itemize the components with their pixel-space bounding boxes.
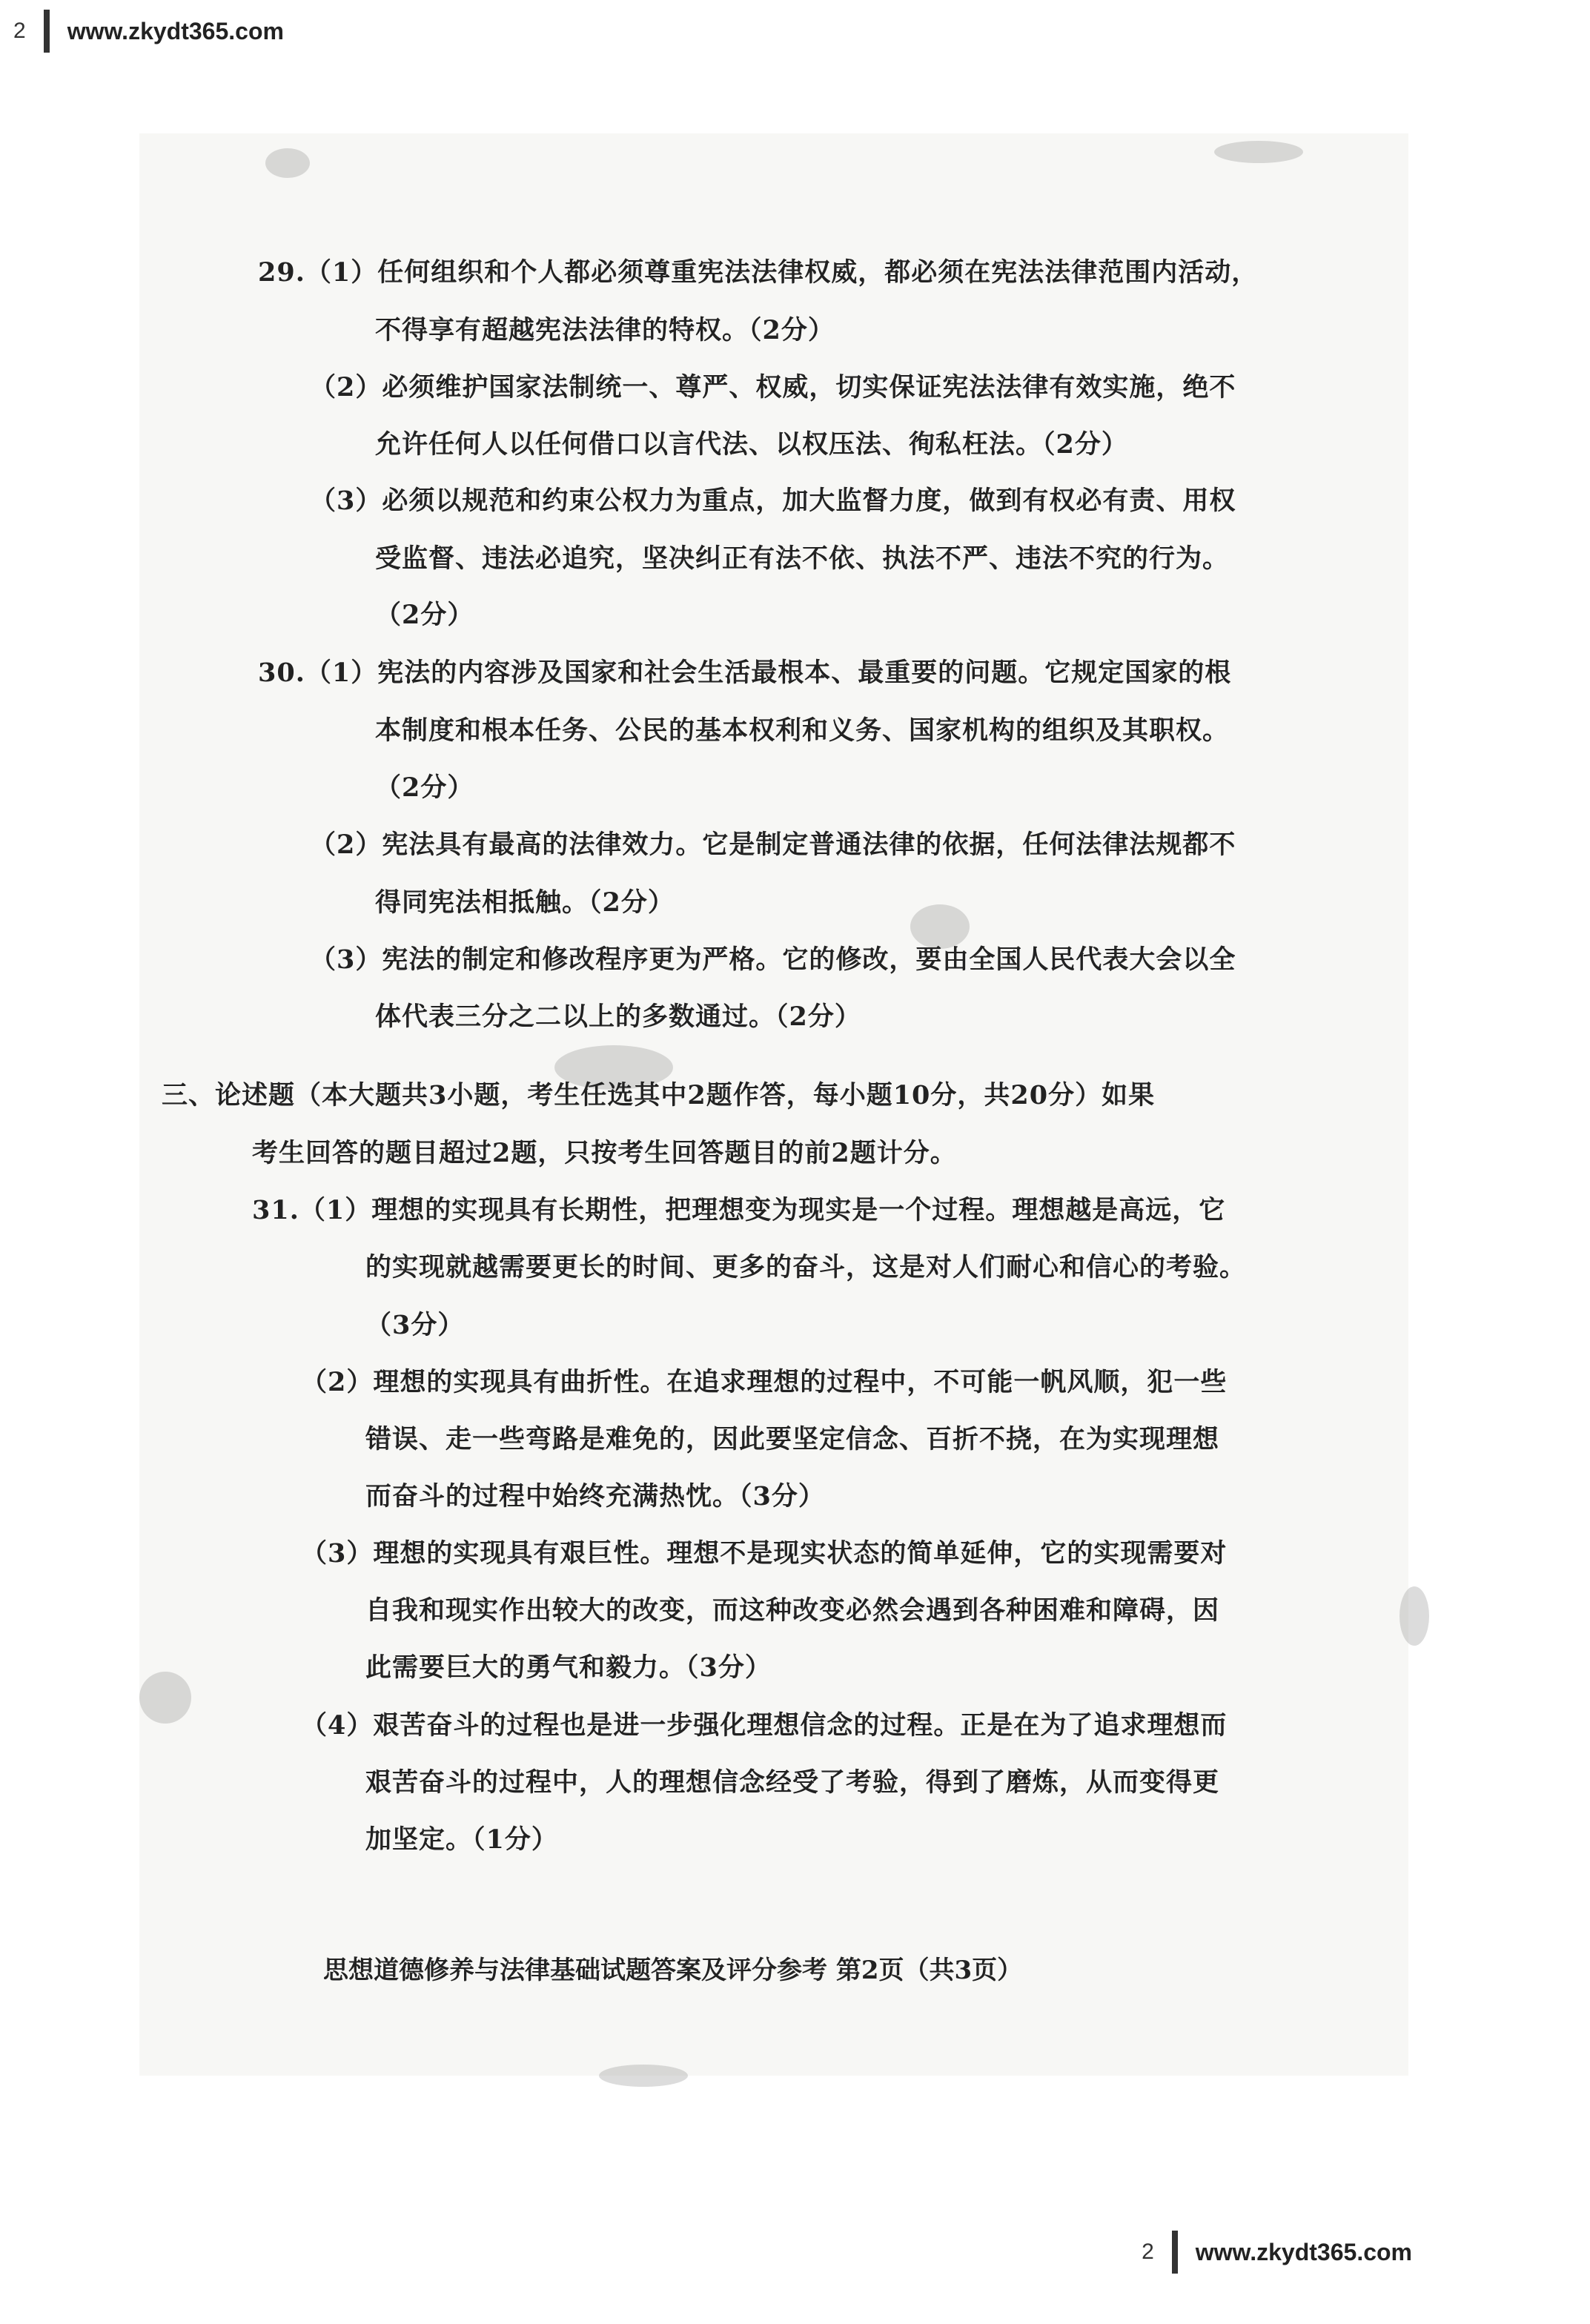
header-page-number: 2 [13,19,26,43]
q31-line-10: （4）艰苦奋斗的过程也是进一步强化理想信念的过程。正是在为了追求理想而 [301,1710,1228,1741]
q30-line-1: 30.（1）宪法的内容涉及国家和社会生活最根本、最重要的问题。它规定国家的根 [258,658,1232,688]
q29-line-6: 受监督、违法必追究，坚决纠正有法不依、执法不严、违法不究的行为。 [375,543,1230,574]
answer-key-content [139,133,1408,2076]
q31-line-8: 自我和现实作出较大的改变，而这种改变必然会遇到各种困难和障碍，因 [365,1595,1220,1626]
q30-line-3: （2分） [375,772,474,803]
q29-line-5: （3）必须以规范和约束公权力为重点，加大监督力度，做到有权必有责、用权 [310,486,1236,516]
q30-line-4: （2）宪法具有最高的法律效力。它是制定普通法律的依据，任何法律法规都不 [310,830,1236,860]
header-divider [44,10,50,53]
q30-line-2: 本制度和根本任务、公民的基本权利和义务、国家机构的组织及其职权。 [375,715,1230,746]
header-site-url: www.zkydt365.com [67,17,284,44]
q31-line-3: （3分） [365,1310,465,1340]
q31-line-11: 艰苦奋斗的过程中，人的理想信念经受了考验，得到了磨炼，从而变得更 [365,1767,1220,1798]
q29-line-7: （2分） [375,600,474,630]
q29-line-4: 允许任何人以任何借口以言代法、以权压法、徇私枉法。（2分） [375,429,1128,460]
q29-line-3: （2）必须维护国家法制统一、尊严、权威，切实保证宪法法律有效实施，绝不 [310,372,1236,403]
footer-site-url: www.zkydt365.com [1195,2238,1412,2265]
q30-line-5: 得同宪法相抵触。（2分） [375,887,675,918]
footer-divider [1172,2231,1178,2274]
section-3-note: 考生回答的题目超过2题，只按考生回答题目的前2题计分。 [252,1138,957,1168]
section-3-heading: 三、论述题（本大题共3小题，考生任选其中2题作答，每小题10分，共20分）如果 [162,1080,1156,1110]
scanned-page [139,133,1408,2076]
q31-line-7: （3）理想的实现具有艰巨性。理想不是现实状态的简单延伸，它的实现需要对 [301,1538,1228,1569]
page-footer [1142,2230,1412,2274]
q31-line-5: 错误、走一些弯路是难免的，因此要坚定信念、百折不挠，在为实现理想 [365,1424,1220,1454]
q31-line-9: 此需要巨大的勇气和毅力。（3分） [365,1652,772,1683]
page-header [13,9,284,53]
q29-line-1: 29.（1）任何组织和个人都必须尊重宪法法律权威，都必须在宪法法律范围内活动， [258,257,1259,288]
q30-line-6: （3）宪法的制定和修改程序更为严格。它的修改，要由全国人民代表大会以全 [310,944,1236,975]
footer-page-number: 2 [1142,2239,1154,2264]
q29-line-2: 不得享有超越宪法法律的特权。（2分） [375,315,835,345]
q31-line-4: （2）理想的实现具有曲折性。在追求理想的过程中，不可能一帆风顺，犯一些 [301,1367,1228,1397]
q31-line-12: 加坚定。（1分） [365,1824,558,1855]
q30-line-7: 体代表三分之二以上的多数通过。（2分） [375,1002,861,1032]
q31-line-2: 的实现就越需要更长的时间、更多的奋斗，这是对人们耐心和信心的考验。 [365,1252,1247,1282]
q31-line-1: 31.（1）理想的实现具有长期性，把理想变为现实是一个过程。理想越是高远，它 [252,1195,1226,1225]
page-footnote: 思想道德修养与法律基础试题答案及评分参考 第2页（共3页） [323,1956,1023,1985]
q31-line-6: 而奋斗的过程中始终充满热忱。（3分） [365,1481,825,1512]
